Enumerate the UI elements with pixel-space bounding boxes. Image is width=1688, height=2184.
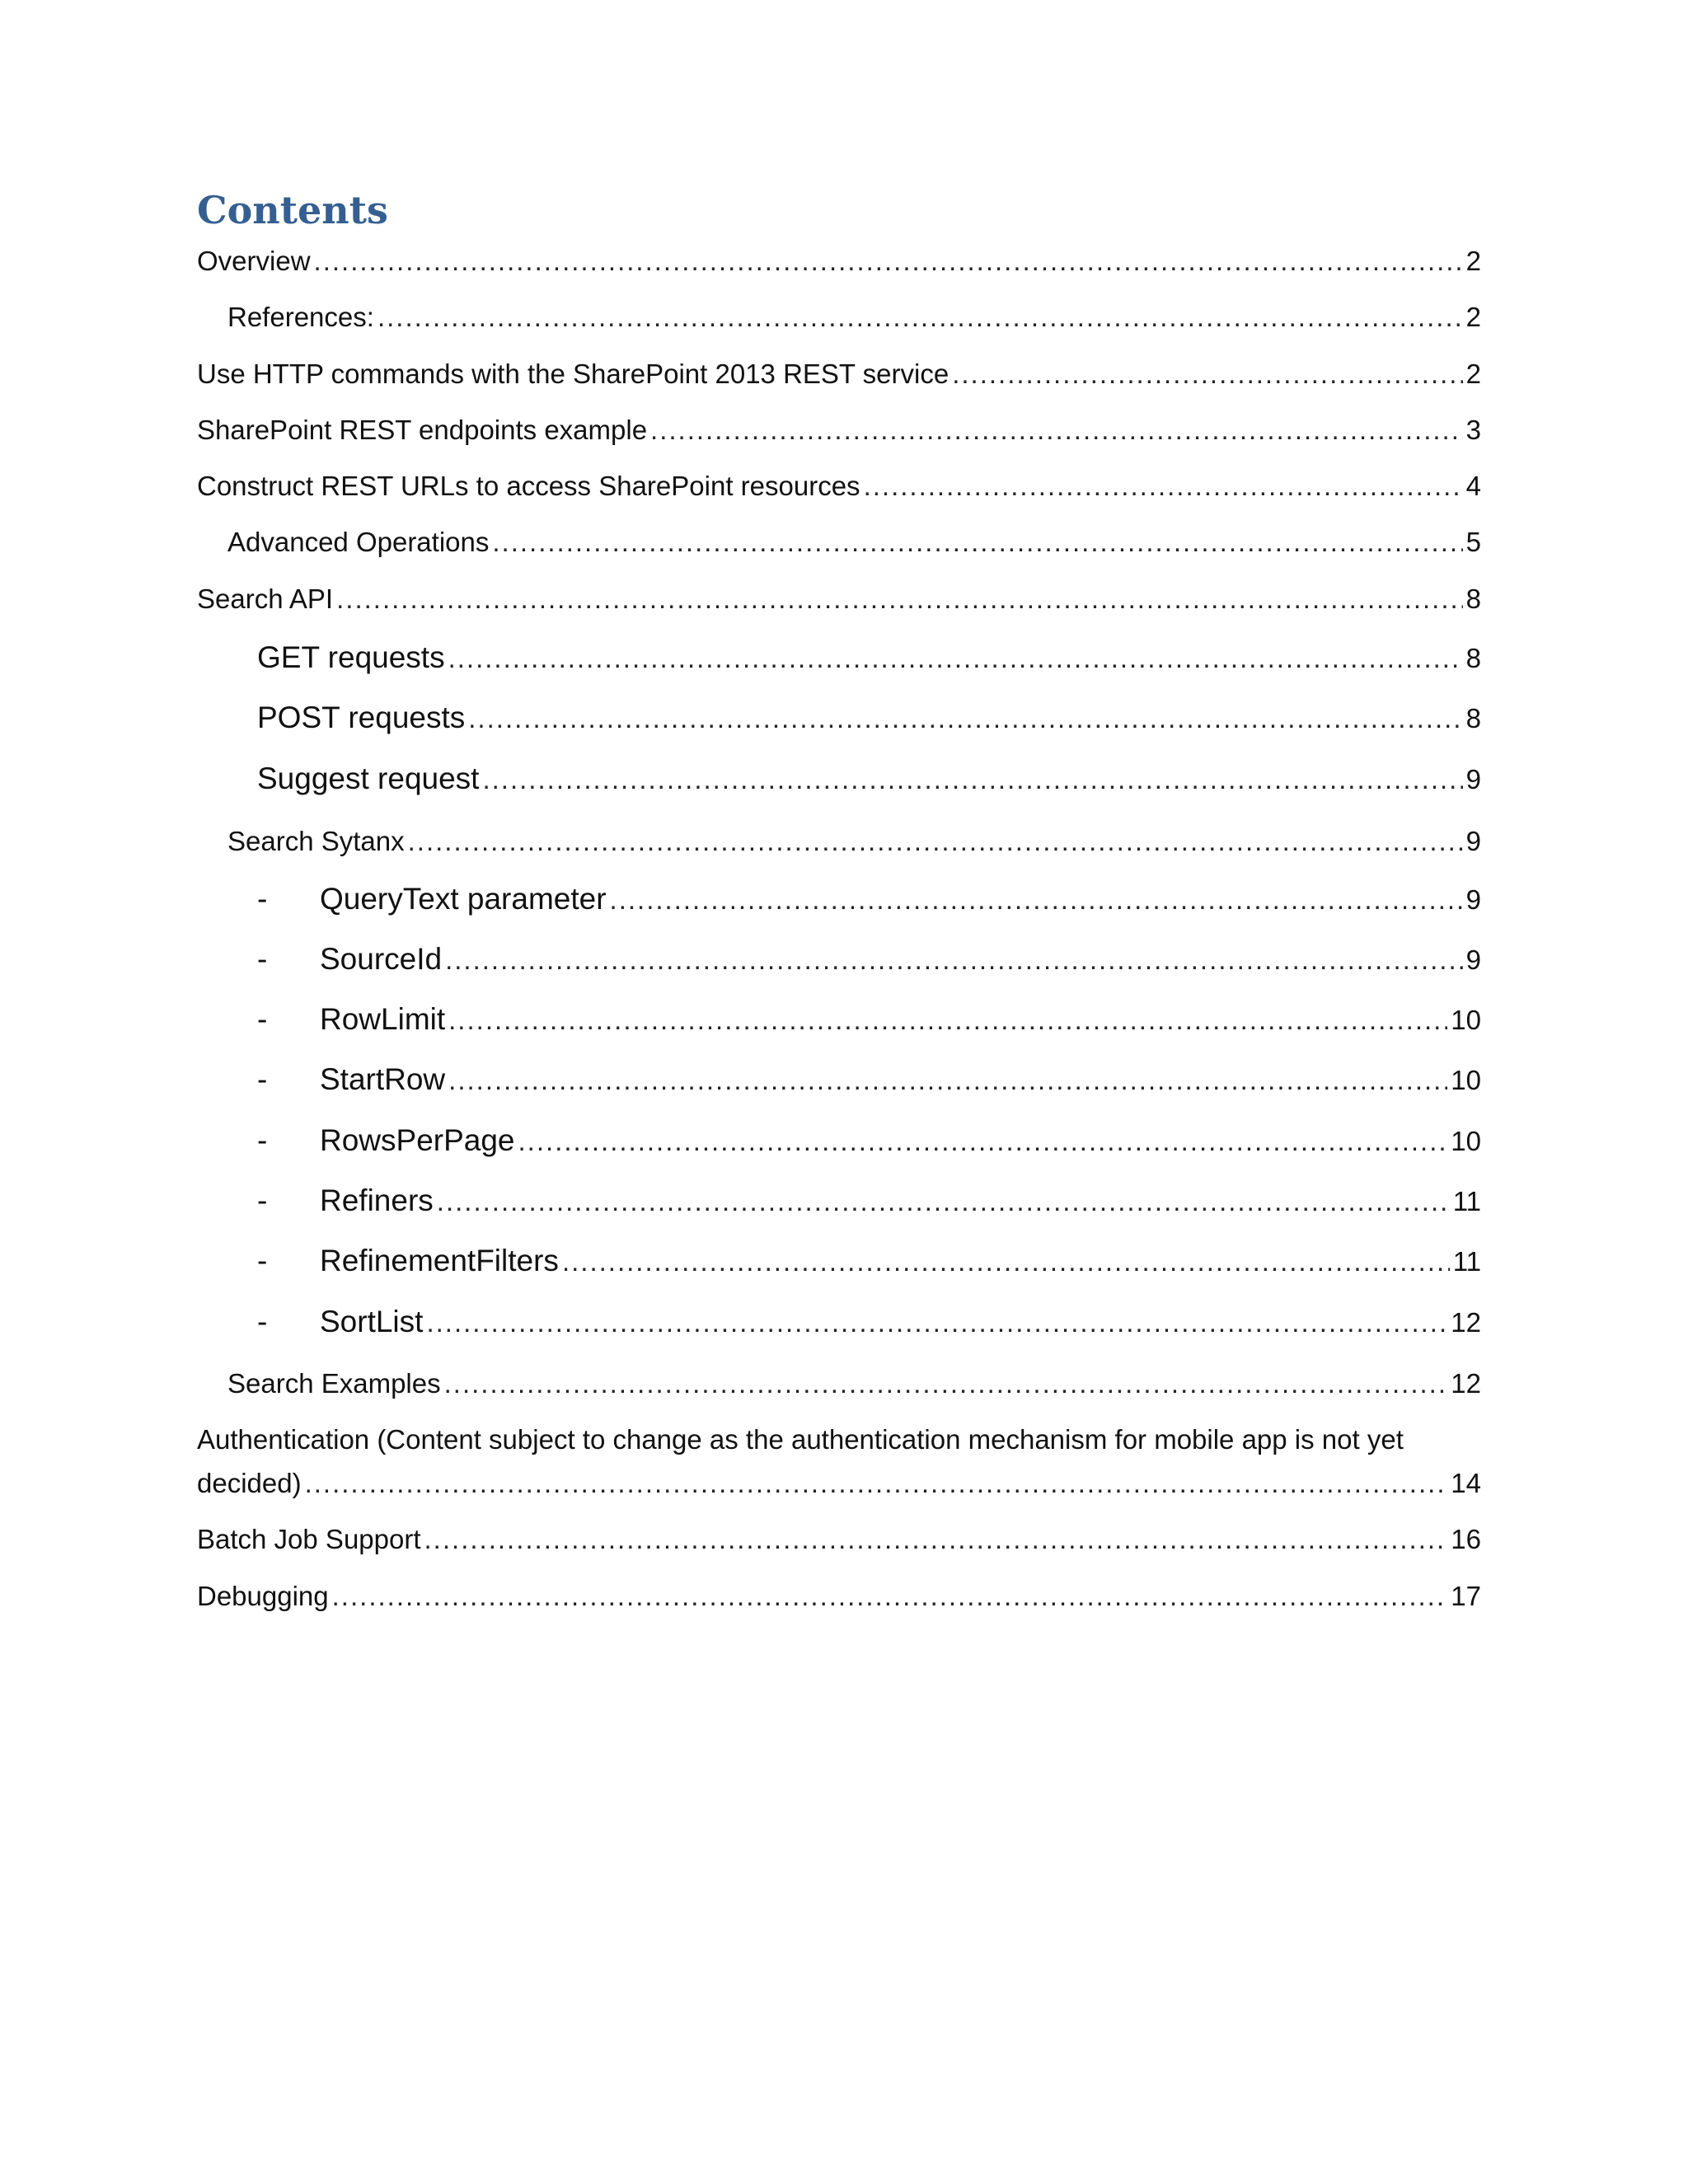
toc-entry[interactable] (197, 359, 1481, 390)
toc-entry-title[interactable]: QueryText parameter (320, 882, 607, 916)
toc-entry-title[interactable]: Advanced Operations (227, 527, 490, 557)
toc-entry[interactable] (197, 1468, 1481, 1499)
toc-entry-title[interactable]: Overview (197, 246, 311, 276)
toc-leader-dots (650, 415, 1463, 446)
toc-entry-page[interactable]: 3 (1465, 415, 1481, 445)
toc-entry-title[interactable]: GET requests (257, 640, 445, 674)
toc-bullet: - (257, 882, 268, 916)
toc-leader-dots (424, 1524, 1448, 1555)
toc-entry-page[interactable]: 2 (1465, 359, 1481, 389)
toc-entry-page[interactable]: 8 (1465, 583, 1481, 614)
toc-entry-title[interactable]: Debugging (197, 1581, 329, 1611)
toc-entry-page[interactable]: 9 (1465, 944, 1481, 975)
toc-leader-dots (864, 471, 1463, 502)
toc-bullet: - (257, 1062, 268, 1096)
toc-entry[interactable] (257, 640, 1481, 675)
toc-entry-title[interactable]: Batch Job Support (197, 1524, 421, 1554)
toc-entry-page[interactable]: 8 (1465, 703, 1481, 733)
toc-leader-dots (314, 246, 1463, 277)
toc-entry-title[interactable]: Use HTTP commands with the SharePoint 2013 REST service (197, 359, 950, 389)
toc-entry-title[interactable]: RowLimit (320, 1002, 446, 1036)
toc-entry[interactable] (197, 415, 1481, 446)
toc-entry-title[interactable]: Refiners (320, 1183, 434, 1217)
toc-bullet: - (257, 1244, 268, 1277)
toc-entry[interactable] (257, 1062, 1481, 1097)
toc-bullet: - (257, 1123, 268, 1157)
toc-entry[interactable] (197, 1581, 1481, 1612)
toc-entry-page[interactable]: 12 (1451, 1368, 1481, 1399)
toc-leader-dots (492, 527, 1462, 558)
toc-leader-dots (952, 359, 1462, 390)
toc-leader-dots (305, 1468, 1448, 1499)
toc-entry[interactable] (257, 1305, 1481, 1339)
toc-entry-title-line1[interactable]: Authentication (Content subject to change as the authentication mechanism for mobile app is not yet (197, 1424, 1404, 1455)
toc-leader-dots (518, 1126, 1448, 1157)
toc-entry[interactable] (257, 1183, 1481, 1218)
toc-entry[interactable] (197, 471, 1481, 502)
toc-heading: Contents (197, 188, 388, 232)
toc-entry-page[interactable]: 10 (1451, 1065, 1481, 1095)
toc-entry[interactable] (257, 942, 1481, 977)
toc-entry-page[interactable]: 4 (1465, 471, 1481, 501)
toc-entry[interactable] (197, 246, 1481, 277)
toc-bullet: - (257, 1305, 268, 1338)
toc-entry-title[interactable]: References: (227, 302, 374, 332)
toc-leader-dots (426, 1307, 1447, 1338)
toc-entry-page[interactable]: 16 (1451, 1524, 1481, 1554)
toc-entry-page[interactable]: 9 (1465, 884, 1481, 915)
toc-leader-dots (562, 1246, 1450, 1277)
toc-leader-dots (377, 302, 1463, 333)
toc-leader-dots (332, 1581, 1448, 1612)
toc-entry-page[interactable]: 10 (1451, 1126, 1481, 1156)
toc-leader-dots (445, 944, 1463, 976)
toc-leader-dots (610, 884, 1463, 916)
toc-entry-title-line2[interactable]: decided) (197, 1468, 302, 1498)
toc-leader-dots (448, 1005, 1447, 1036)
toc-entry-page[interactable]: 8 (1465, 643, 1481, 673)
toc-leader-dots (336, 583, 1463, 615)
toc-entry-page[interactable]: 5 (1465, 527, 1481, 557)
toc-leader-dots (448, 643, 1463, 674)
toc-entry-page[interactable]: 11 (1452, 1186, 1481, 1216)
toc-entry-page[interactable]: 11 (1452, 1246, 1481, 1277)
toc-leader-dots (448, 1065, 1447, 1096)
toc-entry[interactable] (257, 762, 1481, 796)
toc-entry-page[interactable]: 2 (1465, 302, 1481, 332)
toc-entry-title[interactable]: Search API (197, 583, 334, 614)
table-of-contents (197, 0, 1481, 2184)
toc-entry[interactable] (197, 583, 1481, 615)
toc-entry-page[interactable]: 2 (1465, 246, 1481, 276)
toc-entry-title[interactable]: Construct REST URLs to access SharePoint resources (197, 471, 860, 501)
toc-entry[interactable] (257, 882, 1481, 916)
toc-entry-page[interactable]: 17 (1451, 1581, 1481, 1611)
toc-leader-dots (468, 703, 1462, 734)
toc-entry[interactable] (257, 1244, 1481, 1278)
toc-bullet: - (257, 1183, 268, 1217)
toc-entry[interactable] (227, 527, 1481, 558)
toc-leader-dots (444, 1368, 1448, 1399)
toc-entry[interactable] (257, 1002, 1481, 1037)
toc-entry-title[interactable]: Search Examples (227, 1368, 441, 1399)
toc-entry-title[interactable]: StartRow (320, 1062, 446, 1096)
toc-entry-title[interactable]: Search Sytanx (227, 826, 405, 856)
toc-entry-title[interactable]: POST requests (257, 701, 466, 734)
toc-leader-dots (437, 1186, 1450, 1217)
toc-entry[interactable] (227, 1368, 1481, 1399)
toc-entry-page[interactable]: 12 (1451, 1307, 1481, 1338)
toc-entry-page[interactable]: 9 (1465, 826, 1481, 856)
toc-leader-dots (408, 826, 1463, 857)
toc-entry[interactable] (257, 1123, 1481, 1158)
toc-bullet: - (257, 1002, 268, 1036)
toc-bullet: - (257, 942, 268, 976)
toc-entry-title[interactable]: Suggest request (257, 762, 480, 795)
toc-entry[interactable] (227, 302, 1481, 333)
toc-entry-page[interactable]: 10 (1451, 1005, 1481, 1035)
toc-entry-title[interactable]: RefinementFilters (320, 1244, 559, 1277)
toc-entry-page[interactable]: 14 (1451, 1468, 1481, 1498)
toc-entry[interactable] (197, 1524, 1481, 1555)
toc-entry-page[interactable]: 9 (1465, 764, 1481, 794)
toc-leader-dots (482, 764, 1462, 795)
toc-entry-title[interactable]: SortList (320, 1305, 424, 1338)
toc-entry-title[interactable]: SourceId (320, 942, 443, 976)
toc-entry-title[interactable]: RowsPerPage (320, 1123, 515, 1157)
toc-entry[interactable] (257, 701, 1481, 735)
toc-entry[interactable] (227, 826, 1481, 857)
toc-entry-title[interactable]: SharePoint REST endpoints example (197, 415, 648, 445)
